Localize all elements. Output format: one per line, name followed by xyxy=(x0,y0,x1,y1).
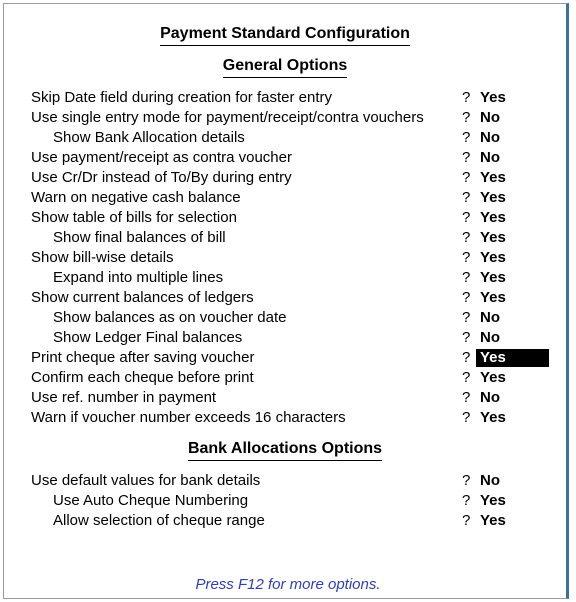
option-row-cheque-range[interactable] xyxy=(0,511,570,531)
option-row-current-balances[interactable] xyxy=(0,288,570,308)
option-value-toggle[interactable]: No xyxy=(480,389,500,406)
option-row-bill-wise-details[interactable] xyxy=(0,248,570,268)
option-row-voucher-number-warn[interactable] xyxy=(0,408,570,428)
question-mark: ? xyxy=(462,89,471,106)
question-mark: ? xyxy=(462,209,471,226)
option-row-negative-cash[interactable] xyxy=(0,188,570,208)
question-mark: ? xyxy=(462,472,471,489)
question-mark: ? xyxy=(462,369,471,386)
question-mark: ? xyxy=(462,492,471,509)
option-row-default-bank-values[interactable] xyxy=(0,471,570,491)
option-label: Show balances as on voucher date xyxy=(53,309,287,326)
option-row-table-of-bills[interactable] xyxy=(0,208,570,228)
option-row-show-bank-allocation[interactable] xyxy=(0,128,570,148)
option-value-toggle[interactable]: Yes xyxy=(480,89,506,106)
option-row-print-cheque[interactable] xyxy=(0,348,570,368)
option-value-toggle[interactable]: Yes xyxy=(480,369,506,386)
option-value-toggle[interactable]: Yes xyxy=(480,409,506,426)
option-value-toggle[interactable]: No xyxy=(480,472,500,489)
option-label: Use Cr/Dr instead of To/By during entry xyxy=(31,169,292,186)
option-value-toggle[interactable]: No xyxy=(480,129,500,146)
option-label: Use payment/receipt as contra voucher xyxy=(31,149,292,166)
option-value-toggle[interactable]: Yes xyxy=(480,189,506,206)
option-value-toggle[interactable]: Yes xyxy=(480,169,506,186)
option-label: Use single entry mode for payment/receipt/contra vouchers xyxy=(31,109,424,126)
bank-section-title: Bank Allocations Options xyxy=(188,439,382,461)
title-wrap xyxy=(0,24,570,46)
question-mark: ? xyxy=(462,109,471,126)
option-row-final-balances-bill[interactable] xyxy=(0,228,570,248)
option-label: Allow selection of cheque range xyxy=(53,512,265,529)
option-value-toggle[interactable]: Yes xyxy=(480,492,506,509)
option-label: Use Auto Cheque Numbering xyxy=(53,492,249,509)
option-value-toggle[interactable]: Yes xyxy=(480,249,506,266)
question-mark: ? xyxy=(462,309,471,326)
option-label: Use ref. number in payment xyxy=(31,389,217,406)
question-mark: ? xyxy=(462,269,471,286)
option-label: Show Ledger Final balances xyxy=(53,329,243,346)
option-label: Print cheque after saving voucher xyxy=(31,349,255,366)
footer-hint: Press F12 for more options. xyxy=(195,576,381,593)
option-label: Use default values for bank details xyxy=(31,472,261,489)
option-value-toggle[interactable]: No xyxy=(480,309,500,326)
option-row-ref-number[interactable] xyxy=(0,388,570,408)
option-label: Show current balances of ledgers xyxy=(31,289,254,306)
option-label: Show table of bills for selection xyxy=(31,209,237,226)
option-row-single-entry-mode[interactable] xyxy=(0,108,570,128)
question-mark: ? xyxy=(462,129,471,146)
page-title: Payment Standard Configuration xyxy=(160,24,410,46)
option-value-toggle[interactable]: No xyxy=(480,109,500,126)
question-mark: ? xyxy=(462,329,471,346)
option-value-toggle[interactable]: Yes xyxy=(480,269,506,286)
bank-section-header xyxy=(0,439,570,461)
question-mark: ? xyxy=(462,512,471,529)
option-row-cr-dr[interactable] xyxy=(0,168,570,188)
question-mark: ? xyxy=(462,149,471,166)
option-label: Expand into multiple lines xyxy=(53,269,224,286)
question-mark: ? xyxy=(462,389,471,406)
option-label: Show bill-wise details xyxy=(31,249,174,266)
question-mark: ? xyxy=(462,289,471,306)
option-value-toggle[interactable]: No xyxy=(480,329,500,346)
question-mark: ? xyxy=(462,249,471,266)
option-value-toggle[interactable]: Yes xyxy=(480,512,506,529)
option-label: Show final balances of bill xyxy=(53,229,226,246)
option-label: Show Bank Allocation details xyxy=(53,129,245,146)
option-row-ledger-final-balances[interactable] xyxy=(0,328,570,348)
option-label: Warn on negative cash balance xyxy=(31,189,241,206)
option-row-contra-voucher[interactable] xyxy=(0,148,570,168)
option-row-expand-lines[interactable] xyxy=(0,268,570,288)
option-row-skip-date[interactable] xyxy=(0,88,570,108)
option-value-toggle[interactable]: Yes xyxy=(480,229,506,246)
question-mark: ? xyxy=(462,409,471,426)
option-value-toggle[interactable]: Yes xyxy=(480,209,506,226)
question-mark: ? xyxy=(462,349,471,366)
option-label: Skip Date field during creation for faster entry xyxy=(31,89,332,106)
option-row-confirm-cheque[interactable] xyxy=(0,368,570,388)
general-section-header xyxy=(0,56,570,78)
option-label: Warn if voucher number exceeds 16 characters xyxy=(31,409,346,426)
option-value-toggle[interactable]: No xyxy=(480,149,500,166)
general-section-title: General Options xyxy=(223,56,347,78)
option-label: Confirm each cheque before print xyxy=(31,369,254,386)
question-mark: ? xyxy=(462,229,471,246)
option-row-auto-cheque-numbering[interactable] xyxy=(0,491,570,511)
question-mark: ? xyxy=(462,169,471,186)
option-value-toggle-selected[interactable]: Yes xyxy=(476,349,549,367)
question-mark: ? xyxy=(462,189,471,206)
option-value-toggle[interactable]: Yes xyxy=(480,289,506,306)
option-row-balances-voucher-date[interactable] xyxy=(0,308,570,328)
